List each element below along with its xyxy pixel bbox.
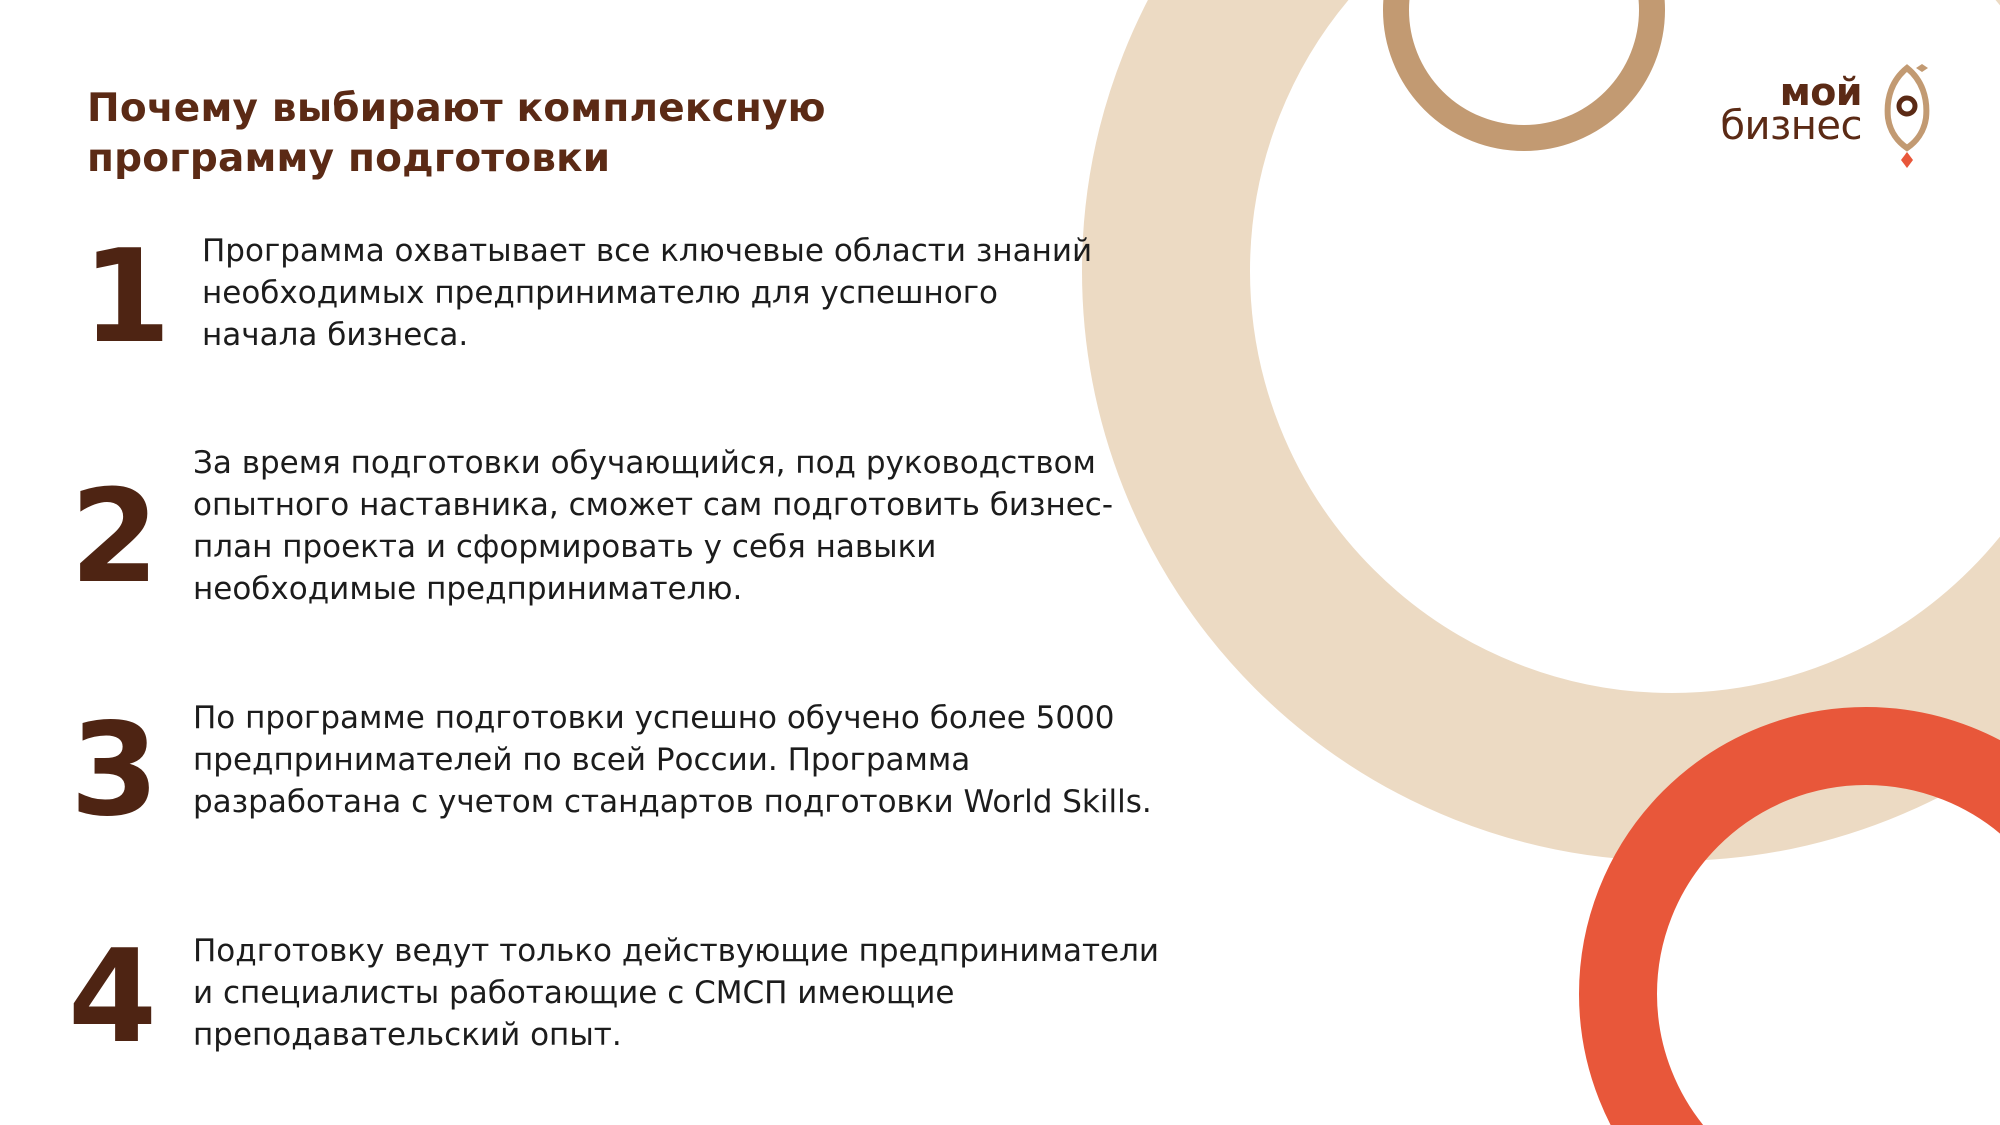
list-item <box>0 223 1260 372</box>
item-text-line: Программа охватывает все ключевые области знаний <box>202 233 1093 269</box>
item-text <box>193 697 1283 823</box>
title-line: программу подготовки <box>87 136 611 181</box>
item-text-line: необходимые предпринимателю. <box>193 571 743 607</box>
item-number: 3 <box>70 696 160 845</box>
item-number: 4 <box>68 923 158 1072</box>
item-text-line: За время подготовки обучающийся, под руководством <box>193 445 1096 481</box>
item-text <box>202 230 1292 356</box>
item-text-line: разработана с учетом стандартов подготовки World Skills. <box>193 784 1152 820</box>
item-number: 1 <box>82 223 172 372</box>
item-number: 2 <box>70 463 160 612</box>
item-text-line: и специалисты работающие с СМСП имеющие <box>193 975 955 1011</box>
list-item <box>0 696 1260 845</box>
item-text-line: опытного наставника, сможет сам подготовить бизнес- <box>193 487 1114 523</box>
logo-word-bottom: бизнес <box>1720 103 1862 149</box>
item-text-line: начала бизнеса. <box>202 317 469 353</box>
list-item <box>0 923 1260 1072</box>
moy-biznes-logo <box>1700 60 1950 170</box>
item-text <box>193 442 1283 610</box>
title-line: Почему выбирают комплексную <box>87 86 826 131</box>
item-text-line: необходимых предпринимателю для успешного <box>202 275 998 311</box>
item-text-line: план проекта и сформировать у себя навыки <box>193 529 937 565</box>
slide-title <box>87 84 826 184</box>
item-text-line: Подготовку ведут только действующие предприниматели <box>193 933 1160 969</box>
item-text-line: преподавательский опыт. <box>193 1017 622 1053</box>
rocket-icon <box>1872 60 1942 170</box>
small-tan-ring <box>1396 0 1652 138</box>
logo-word-top: мой <box>1779 70 1862 114</box>
item-text-line: предпринимателей по всей России. Программа <box>193 742 971 778</box>
item-text <box>193 930 1283 1056</box>
list-item <box>0 442 1260 622</box>
item-text-line: По программе подготовки успешно обучено более 5000 <box>193 700 1115 736</box>
